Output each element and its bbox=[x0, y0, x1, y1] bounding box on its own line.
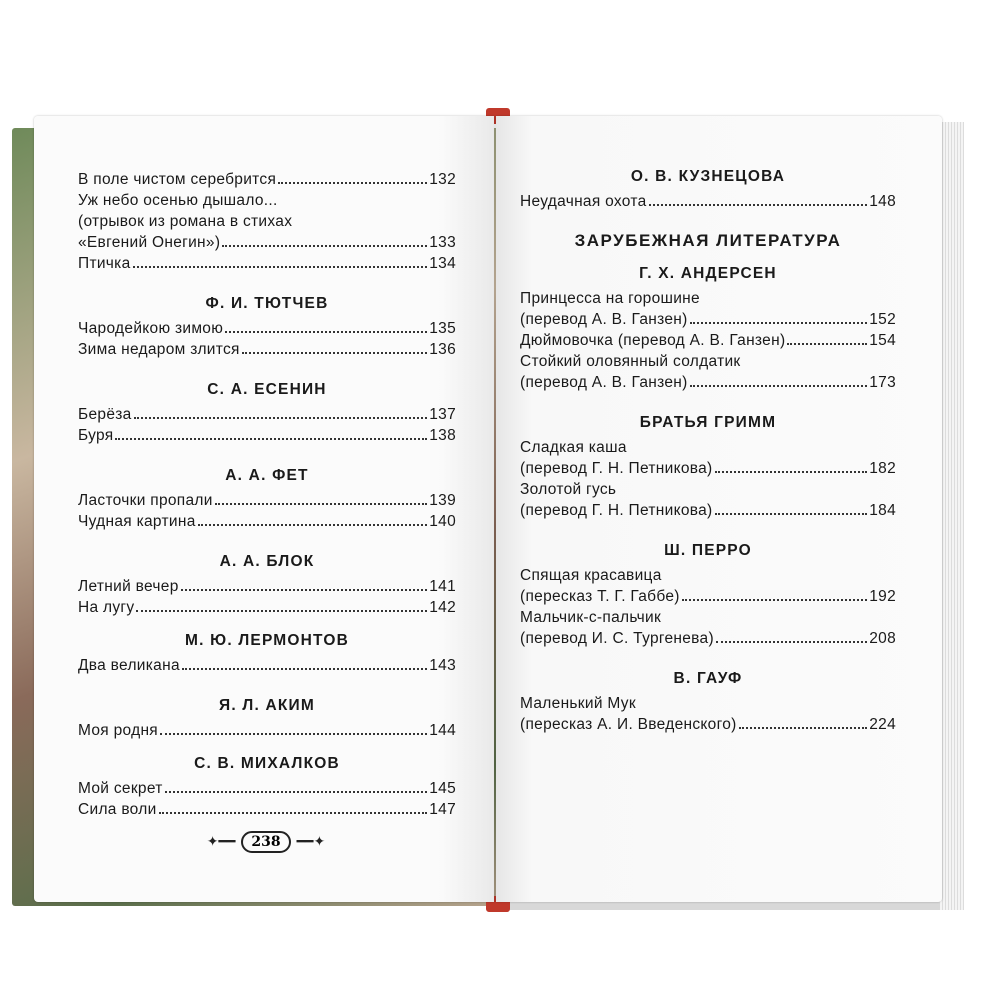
toc-entry-title: Берёза bbox=[78, 406, 132, 423]
toc-entry-page: 141 bbox=[429, 578, 456, 595]
author-heading: М. Ю. ЛЕРМОНТОВ bbox=[185, 632, 349, 649]
toc-entry-title: Дюймовочка (перевод А. В. Ганзен) bbox=[520, 332, 786, 349]
author-heading: В. ГАУФ bbox=[673, 670, 743, 687]
leader-dots bbox=[690, 385, 868, 387]
leader-dots bbox=[134, 417, 428, 419]
toc-entry-page: 154 bbox=[869, 332, 896, 349]
toc-entry[interactable] bbox=[78, 597, 456, 618]
toc-entry[interactable] bbox=[520, 586, 896, 607]
toc-entry[interactable] bbox=[78, 655, 456, 676]
toc-entry-page: 138 bbox=[429, 427, 456, 444]
toc-entry-page: 147 bbox=[429, 801, 456, 818]
toc-entry-title[interactable]: Стойкий оловянный солдатик bbox=[520, 353, 741, 370]
leader-dots bbox=[716, 641, 867, 643]
author-heading: О. В. КУЗНЕЦОВА bbox=[630, 168, 786, 185]
leader-dots bbox=[222, 245, 427, 247]
toc-entry-title[interactable]: Уж небо осенью дышало... bbox=[78, 192, 278, 209]
toc-entry[interactable] bbox=[78, 799, 456, 820]
toc-entry-page: 224 bbox=[869, 716, 896, 733]
toc-entry[interactable] bbox=[78, 404, 456, 425]
toc-entry-page: 134 bbox=[429, 255, 456, 272]
author-heading: Ф. И. ТЮТЧЕВ bbox=[205, 295, 329, 312]
toc-entry-title[interactable]: Принцесса на горошине bbox=[520, 290, 700, 307]
toc-entry-page: 152 bbox=[869, 311, 896, 328]
leader-dots bbox=[682, 599, 868, 601]
ornament-left-icon: ✦━━ bbox=[206, 834, 236, 850]
toc-entry-subtitle: (отрывок из романа в стихах bbox=[78, 213, 293, 230]
toc-entry-page: 192 bbox=[869, 588, 896, 605]
toc-entry[interactable] bbox=[520, 191, 896, 212]
toc-entry-subtitle: (перевод А. В. Ганзен) bbox=[520, 374, 688, 391]
toc-entry-title[interactable]: Маленький Мук bbox=[520, 695, 636, 712]
leader-dots bbox=[198, 524, 428, 526]
leader-dots bbox=[690, 322, 868, 324]
leader-dots bbox=[715, 513, 868, 515]
leader-dots bbox=[133, 266, 428, 268]
toc-entry-page: 184 bbox=[869, 502, 896, 519]
toc-entry[interactable] bbox=[78, 490, 456, 511]
author-heading: А. А. БЛОК bbox=[219, 553, 315, 570]
toc-entry[interactable] bbox=[520, 330, 896, 351]
left-toc bbox=[78, 169, 456, 820]
toc-entry-subtitle: (пересказ Т. Г. Габбе) bbox=[520, 588, 680, 605]
toc-entry-subtitle: (перевод А. В. Ганзен) bbox=[520, 311, 688, 328]
toc-entry-title: Чародейкою зимою bbox=[78, 320, 224, 337]
leader-dots bbox=[739, 727, 868, 729]
toc-entry-page: 140 bbox=[429, 513, 456, 530]
leader-dots bbox=[182, 668, 427, 670]
leader-dots bbox=[159, 812, 428, 814]
toc-entry-page: 208 bbox=[869, 630, 896, 647]
toc-entry[interactable] bbox=[520, 628, 896, 649]
page-number bbox=[206, 830, 326, 854]
leader-dots bbox=[136, 610, 427, 612]
leader-dots bbox=[181, 589, 428, 591]
author-heading: Я. Л. АКИМ bbox=[219, 697, 315, 714]
author-heading: А. А. ФЕТ bbox=[225, 467, 309, 484]
leader-dots bbox=[278, 182, 427, 184]
toc-entry-title: Чудная картина bbox=[78, 513, 196, 530]
toc-entry-title: Зима недаром злится bbox=[78, 341, 240, 358]
author-heading: Ш. ПЕРРО bbox=[664, 542, 752, 559]
toc-entry-page: 139 bbox=[429, 492, 456, 509]
toc-entry-title: Моя родня bbox=[78, 722, 159, 739]
author-heading: С. А. ЕСЕНИН bbox=[207, 381, 327, 398]
leader-dots bbox=[215, 503, 428, 505]
toc-entry[interactable] bbox=[78, 232, 456, 253]
toc-entry-title: На лугу bbox=[78, 599, 135, 616]
toc-entry-page: 133 bbox=[429, 234, 456, 251]
toc-entry-title: «Евгений Онегин») bbox=[78, 234, 221, 251]
toc-entry-page: 182 bbox=[869, 460, 896, 477]
leader-dots bbox=[715, 471, 868, 473]
toc-entry-page: 137 bbox=[429, 406, 456, 423]
toc-entry-title: Сила воли bbox=[78, 801, 157, 818]
toc-entry-page: 143 bbox=[429, 657, 456, 674]
right-toc bbox=[520, 166, 896, 735]
toc-entry[interactable] bbox=[520, 372, 896, 393]
toc-entry-title: Ласточки пропали bbox=[78, 492, 213, 509]
toc-entry-title: В поле чистом серебрится bbox=[78, 171, 277, 188]
toc-entry[interactable] bbox=[78, 511, 456, 532]
toc-entry-subtitle: (перевод Г. Н. Петникова) bbox=[520, 502, 713, 519]
toc-entry-subtitle: (пересказ А. И. Введенского) bbox=[520, 716, 737, 733]
toc-entry-subtitle: (перевод И. С. Тургенева) bbox=[520, 630, 714, 647]
toc-entry-page: 148 bbox=[869, 193, 896, 210]
toc-entry-page: 142 bbox=[429, 599, 456, 616]
toc-entry[interactable] bbox=[78, 253, 456, 274]
toc-entry-title: Мой секрет bbox=[78, 780, 163, 797]
toc-entry-title: Буря bbox=[78, 427, 114, 444]
toc-entry-page: 144 bbox=[429, 722, 456, 739]
toc-entry-title: Летний вечер bbox=[78, 578, 179, 595]
toc-entry[interactable] bbox=[78, 720, 456, 741]
toc-entry[interactable] bbox=[78, 169, 456, 190]
toc-entry-title[interactable]: Золотой гусь bbox=[520, 481, 617, 498]
section-heading: ЗАРУБЕЖНАЯ ЛИТЕРАТУРА bbox=[574, 231, 842, 250]
toc-entry[interactable] bbox=[78, 576, 456, 597]
toc-entry-title[interactable]: Сладкая каша bbox=[520, 439, 627, 456]
toc-entry-title: Птичка bbox=[78, 255, 131, 272]
toc-entry-title: Неудачная охота bbox=[520, 193, 647, 210]
leader-dots bbox=[225, 331, 427, 333]
leader-dots bbox=[165, 791, 428, 793]
toc-entry-subtitle: (перевод Г. Н. Петникова) bbox=[520, 460, 713, 477]
ornament-right-icon: ━━✦ bbox=[296, 834, 326, 850]
page-edges bbox=[940, 122, 964, 910]
toc-entry-page: 136 bbox=[429, 341, 456, 358]
toc-entry[interactable] bbox=[78, 339, 456, 360]
leader-dots bbox=[787, 343, 867, 345]
author-heading: Г. Х. АНДЕРСЕН bbox=[639, 265, 777, 282]
leader-dots bbox=[242, 352, 428, 354]
toc-entry-title[interactable]: Спящая красавица bbox=[520, 567, 662, 584]
toc-entry-page: 173 bbox=[869, 374, 896, 391]
toc-entry[interactable] bbox=[78, 778, 456, 799]
toc-entry[interactable] bbox=[78, 318, 456, 339]
leader-dots bbox=[160, 733, 427, 735]
toc-entry[interactable] bbox=[520, 714, 896, 735]
toc-entry[interactable] bbox=[520, 458, 896, 479]
toc-entry[interactable] bbox=[520, 500, 896, 521]
author-heading: С. В. МИХАЛКОВ bbox=[194, 755, 340, 772]
leader-dots bbox=[115, 438, 427, 440]
leader-dots bbox=[649, 204, 868, 206]
toc-entry-title: Два великана bbox=[78, 657, 180, 674]
toc-entry[interactable] bbox=[520, 309, 896, 330]
toc-entry-page: 135 bbox=[429, 320, 456, 337]
toc-entry-page: 145 bbox=[429, 780, 456, 797]
author-heading: БРАТЬЯ ГРИММ bbox=[639, 414, 777, 431]
toc-entry[interactable] bbox=[78, 425, 456, 446]
toc-entry-title[interactable]: Мальчик-с-пальчик bbox=[520, 609, 662, 626]
toc-entry-page: 132 bbox=[429, 171, 456, 188]
page-number-label: 238 bbox=[241, 831, 290, 853]
